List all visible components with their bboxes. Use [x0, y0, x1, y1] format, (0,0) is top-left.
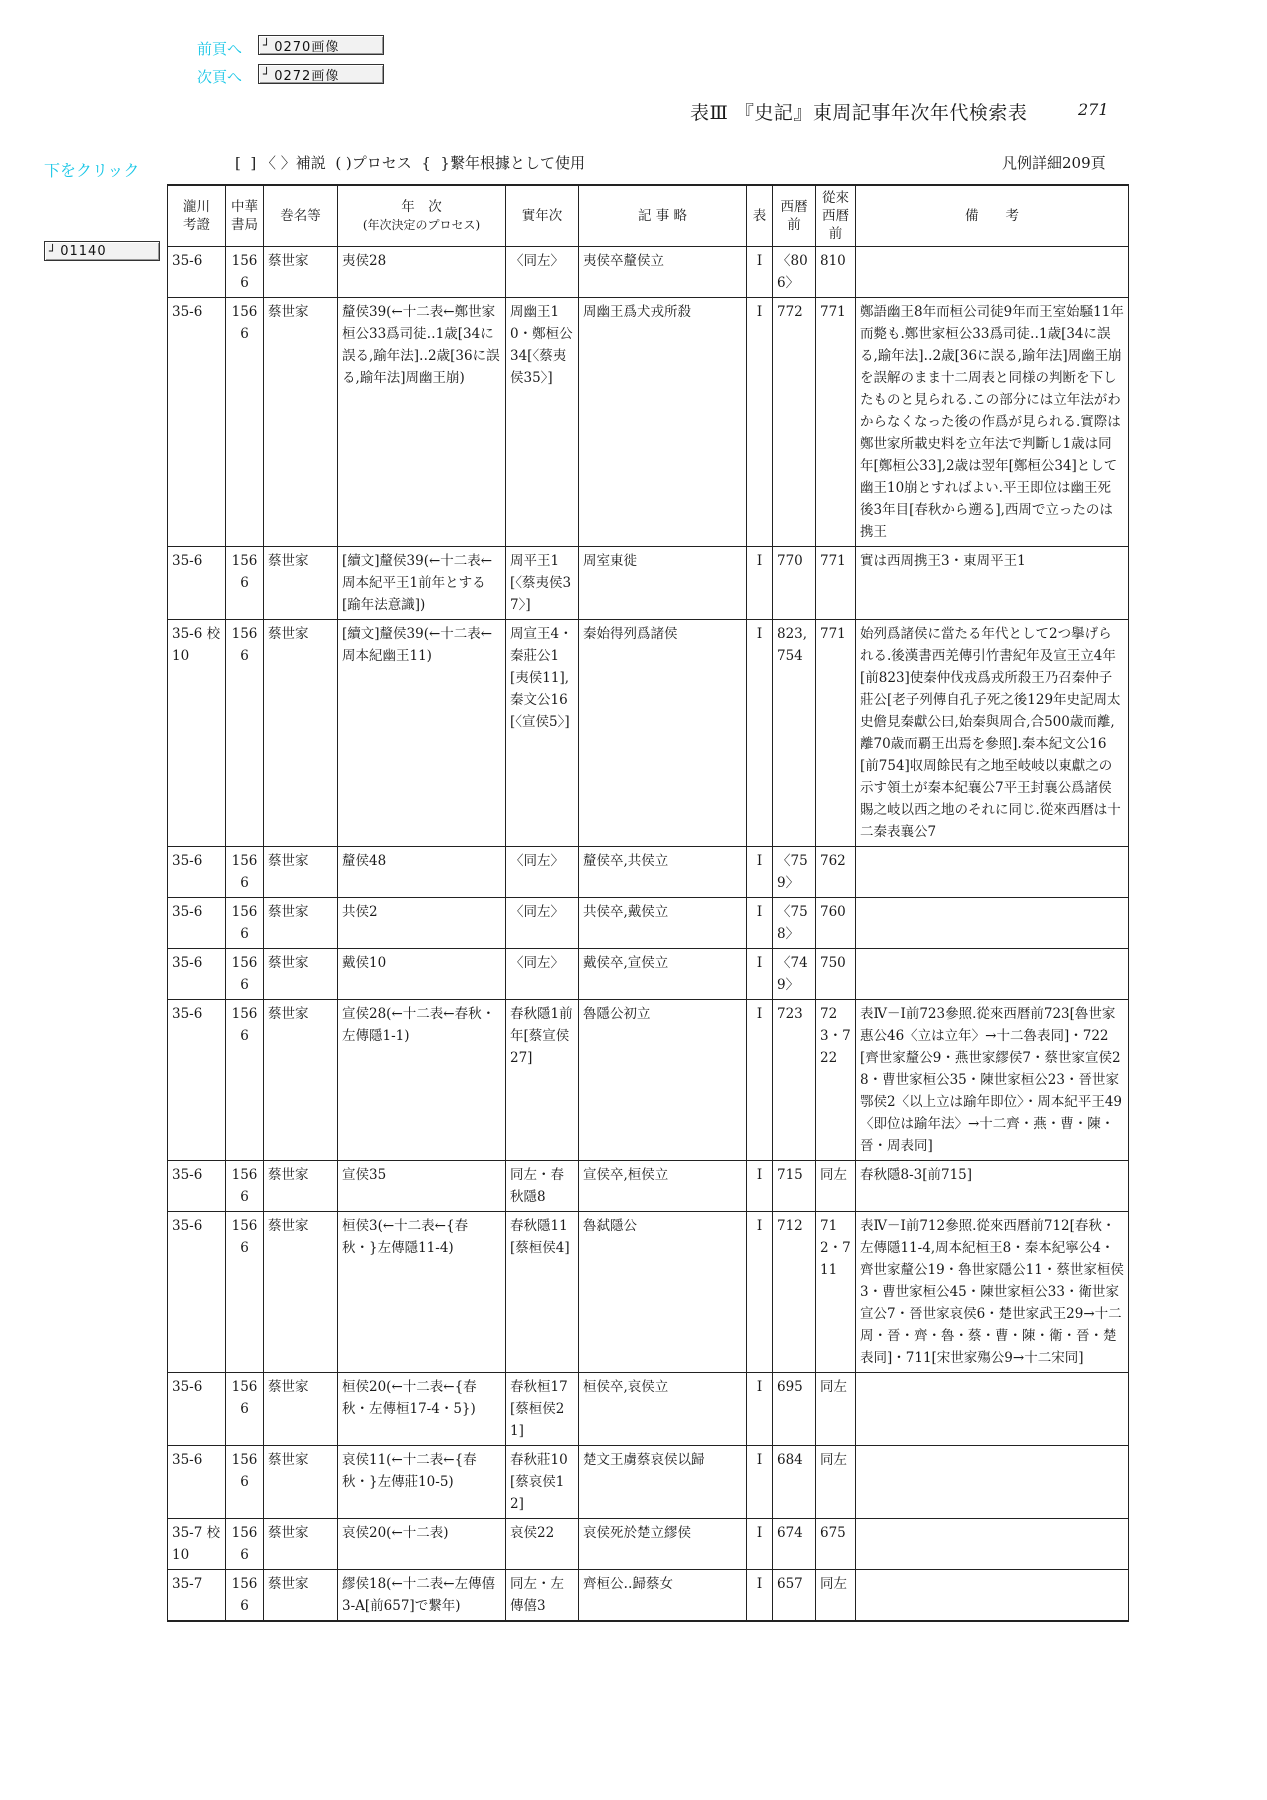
table-cell: 釐侯48 — [338, 847, 506, 898]
table-row — [168, 1000, 1129, 1161]
next-page-button-label: 0272画像 — [274, 68, 340, 84]
table-cell: Ⅰ — [747, 847, 773, 898]
table-cell: 表Ⅳ－Ⅰ前712參照.從來西暦前712[春秋・左傳隱11-4,周本紀桓王8・秦本紀寧公4・齊世家釐公19・魯世家隱公11・蔡世家桓侯3・曹世家桓公45・陳世家桓公33・衛世家宣公7・晉世家哀侯6・楚世家武王29→十二周・晉・齊・魯・蔡・曹・陳・衛・晉・楚表同]・711[宋世家殤公9→十二宋同] — [856, 1212, 1129, 1373]
table-cell: 秦始得列爲諸侯 — [579, 620, 747, 847]
table-cell: 魯隱公初立 — [579, 1000, 747, 1161]
table-cell: 712 — [773, 1212, 816, 1373]
table-cell: 1566 — [226, 247, 264, 298]
table-cell — [856, 898, 1129, 949]
table-cell: 1566 — [226, 1446, 264, 1519]
table-row — [168, 1446, 1129, 1519]
prev-page-button-label: 0270画像 — [274, 39, 340, 55]
table-cell: 771 — [816, 298, 856, 547]
table-cell: 同左・左傳僖3 — [506, 1570, 579, 1622]
table-cell: 〈806〉 — [773, 247, 816, 298]
table-cell: 周幽王10・鄭桓公34[〈蔡夷侯35〉] — [506, 298, 579, 547]
table-row — [168, 1570, 1129, 1622]
column-header-line: 表 — [752, 208, 767, 224]
table-cell: 哀侯20(←十二表) — [338, 1519, 506, 1570]
table-row — [168, 949, 1129, 1000]
table-cell: 蔡世家 — [264, 1570, 338, 1622]
table-cell: 1566 — [226, 1373, 264, 1446]
table-cell: 35-6 — [168, 1161, 226, 1212]
column-header-line: 書局 — [231, 217, 258, 233]
table-cell: 760 — [816, 898, 856, 949]
table-cell: Ⅰ — [747, 1570, 773, 1622]
table-cell: 657 — [773, 1570, 816, 1622]
column-header-line: 西暦前 — [822, 208, 849, 242]
column-header — [816, 185, 856, 247]
table-cell: 蔡世家 — [264, 247, 338, 298]
table-cell: [續文]釐侯39(←十二表←周本紀平王1前年とする[踰年法意識]) — [338, 547, 506, 620]
column-header — [226, 185, 264, 247]
column-header-line: 中華 — [231, 199, 258, 215]
table-cell: 宣侯28(←十二表←春秋・左傳隱1-1) — [338, 1000, 506, 1161]
table-cell: 750 — [816, 949, 856, 1000]
row-image-button[interactable] — [44, 241, 160, 261]
table-cell: 1566 — [226, 298, 264, 547]
column-header-line: 從來 — [822, 190, 849, 206]
table-cell: 哀侯22 — [506, 1519, 579, 1570]
column-header-line: 記 事 略 — [637, 208, 688, 224]
chronology-table — [167, 184, 1129, 1622]
table-cell: 〈同左〉 — [506, 949, 579, 1000]
table-cell: [續文]釐侯39(←十二表←周本紀幽王11) — [338, 620, 506, 847]
column-header — [773, 185, 816, 247]
table-header-row — [168, 185, 1129, 247]
table-cell: 同左 — [816, 1161, 856, 1212]
table-cell: 723 — [773, 1000, 816, 1161]
table-cell: 春秋桓17[蔡桓侯21] — [506, 1373, 579, 1446]
table-cell: 1566 — [226, 1519, 264, 1570]
table-cell: Ⅰ — [747, 1519, 773, 1570]
table-cell: 春秋隱1前年[蔡宣侯27] — [506, 1000, 579, 1161]
table-cell: 1566 — [226, 620, 264, 847]
table-row — [168, 620, 1129, 847]
table-cell — [856, 1373, 1129, 1446]
table-cell: 810 — [816, 247, 856, 298]
table-cell: 1566 — [226, 1161, 264, 1212]
table-cell: Ⅰ — [747, 1212, 773, 1373]
table-cell: 蔡世家 — [264, 1519, 338, 1570]
table-cell: 夷侯卒釐侯立 — [579, 247, 747, 298]
table-cell: 哀侯11(←十二表←{春秋・}左傳莊10-5) — [338, 1446, 506, 1519]
next-page-button[interactable] — [258, 64, 384, 84]
table-cell: 桓侯3(←十二表←{春秋・}左傳隱11-4) — [338, 1212, 506, 1373]
table-cell: 723・722 — [816, 1000, 856, 1161]
table-cell: 宣侯卒,桓侯立 — [579, 1161, 747, 1212]
table-cell: 1566 — [226, 847, 264, 898]
table-cell: 蔡世家 — [264, 620, 338, 847]
table-cell: 共侯卒,戴侯立 — [579, 898, 747, 949]
table-row — [168, 247, 1129, 298]
table-cell: 同左 — [816, 1446, 856, 1519]
column-header-line: 年 次 — [401, 199, 442, 215]
table-cell: 周幽王爲犬戎所殺 — [579, 298, 747, 547]
table-cell: 〈同左〉 — [506, 247, 579, 298]
table-cell: 同左 — [816, 1570, 856, 1622]
table-cell: 宣侯35 — [338, 1161, 506, 1212]
column-header — [264, 185, 338, 247]
table-cell: 675 — [816, 1519, 856, 1570]
table-cell: 始列爲諸侯に當たる年代として2つ擧げられる.後漢書西羌傳引竹書紀年及宣王立4年[前823]使秦仲伐戎爲戎所殺王乃召秦仲子莊公[老子列傳自孔子死之後129年史記周太史儋見秦獻公曰,始秦與周合,合500歳而離,離70歳而覇王出焉を參照].秦本紀文公16[前754]収周餘民有之地至岐岐以東獻之の示す領土が秦本紀襄公7平王封襄公爲諸侯賜之岐以西之地のそれに同じ.從來西暦は十二秦表襄公7 — [856, 620, 1129, 847]
table-cell: 1566 — [226, 1212, 264, 1373]
table-cell: 712・711 — [816, 1212, 856, 1373]
table-cell — [856, 847, 1129, 898]
legend-text: [ ] 〈 〉補説 ( )プロセス { }繋年根據として使用 — [235, 154, 585, 172]
table-cell — [856, 1446, 1129, 1519]
table-cell: 1566 — [226, 898, 264, 949]
table-cell: Ⅰ — [747, 547, 773, 620]
column-header — [506, 185, 579, 247]
table-cell: 35-6 — [168, 298, 226, 547]
column-header-line: 巻名等 — [280, 208, 321, 224]
table-cell: 周室東徙 — [579, 547, 747, 620]
table-cell: 823, 754 — [773, 620, 816, 847]
table-cell: 蔡世家 — [264, 1000, 338, 1161]
table-cell: 楚文王虜蔡哀侯以歸 — [579, 1446, 747, 1519]
page-icon: ┘ — [49, 244, 58, 258]
table-cell: Ⅰ — [747, 898, 773, 949]
column-header-line: 西暦 — [780, 199, 808, 215]
table-cell: 35-6 — [168, 1000, 226, 1161]
column-header — [168, 185, 226, 247]
table-cell: 1566 — [226, 1570, 264, 1622]
table-cell: Ⅰ — [747, 298, 773, 547]
table-cell: 1566 — [226, 547, 264, 620]
table-cell: 周平王1[〈蔡夷侯37〉] — [506, 547, 579, 620]
table-cell: 蔡世家 — [264, 898, 338, 949]
table-row — [168, 1373, 1129, 1446]
page-icon: ┘ — [263, 38, 272, 52]
table-cell: 〈759〉 — [773, 847, 816, 898]
column-header-line: 考證 — [183, 217, 210, 233]
table-cell: Ⅰ — [747, 1161, 773, 1212]
legend-reference: 凡例詳細209頁 — [1002, 154, 1106, 172]
table-row — [168, 298, 1129, 547]
table-cell: 繆侯18(←十二表←左傳僖3-A[前657]で繋年) — [338, 1570, 506, 1622]
page-number: 271 — [1078, 100, 1109, 119]
table-cell: 齊桓公‥歸蔡女 — [579, 1570, 747, 1622]
table-cell: Ⅰ — [747, 247, 773, 298]
table-cell: 釐侯卒,共侯立 — [579, 847, 747, 898]
table-cell: 1566 — [226, 1000, 264, 1161]
table-cell: 772 — [773, 298, 816, 547]
column-header — [747, 185, 773, 247]
table-cell: 674 — [773, 1519, 816, 1570]
page-icon: ┘ — [263, 67, 272, 81]
table-cell: Ⅰ — [747, 1373, 773, 1446]
table-cell: 共侯2 — [338, 898, 506, 949]
table-cell: 表Ⅳ－Ⅰ前723參照.從來西暦前723[魯世家惠公46〈立は立年〉→十二魯表同]・722[齊世家釐公9・燕世家繆侯7・蔡世家宣侯28・曹世家桓公35・陳世家桓公23・晉世家鄂侯2〈以上立は踰年即位〉・周本紀平王49〈即位は踰年法〉→十二齊・燕・曹・陳・晉・周表同] — [856, 1000, 1129, 1161]
table-cell: 桓侯卒,哀侯立 — [579, 1373, 747, 1446]
table-row — [168, 847, 1129, 898]
table-cell: 771 — [816, 547, 856, 620]
table-cell: 蔡世家 — [264, 1161, 338, 1212]
row-image-button-label: 01140 — [60, 243, 107, 259]
table-cell: 戴侯10 — [338, 949, 506, 1000]
table-cell: 〈749〉 — [773, 949, 816, 1000]
table-cell — [856, 1570, 1129, 1622]
column-header-line: 前 — [787, 217, 801, 233]
table-row — [168, 1161, 1129, 1212]
table-cell: 770 — [773, 547, 816, 620]
table-cell — [856, 949, 1129, 1000]
table-cell: 春秋隱11[蔡桓侯4] — [506, 1212, 579, 1373]
table-cell: 魯弑隱公 — [579, 1212, 747, 1373]
column-header-line: 實年次 — [521, 208, 563, 224]
column-header — [579, 185, 747, 247]
table-cell: 同左・春秋隱8 — [506, 1161, 579, 1212]
column-header-line: 備 考 — [965, 208, 1019, 224]
column-header-line: 瀧川 — [183, 199, 210, 215]
table-cell: 35-6 — [168, 847, 226, 898]
table-cell: 1566 — [226, 949, 264, 1000]
table-cell: 春秋莊10[蔡哀侯12] — [506, 1446, 579, 1519]
table-cell: 蔡世家 — [264, 949, 338, 1000]
table-cell: 蔡世家 — [264, 1212, 338, 1373]
table-cell: 35-6 — [168, 247, 226, 298]
table-cell: 762 — [816, 847, 856, 898]
table-cell: Ⅰ — [747, 1000, 773, 1161]
table-row — [168, 898, 1129, 949]
table-body — [168, 247, 1129, 1622]
table-cell: 〈758〉 — [773, 898, 816, 949]
table-row — [168, 1212, 1129, 1373]
table-row — [168, 547, 1129, 620]
table-cell: 〈同左〉 — [506, 847, 579, 898]
table-cell: 蔡世家 — [264, 1446, 338, 1519]
table-cell: 35-6 校10 — [168, 620, 226, 847]
table-cell: 771 — [816, 620, 856, 847]
table-cell: 35-6 — [168, 1212, 226, 1373]
table-cell: 695 — [773, 1373, 816, 1446]
table-cell: 35-6 — [168, 898, 226, 949]
prev-page-button[interactable] — [258, 35, 384, 55]
table-cell: 684 — [773, 1446, 816, 1519]
table-cell: 同左 — [816, 1373, 856, 1446]
click-hint: 下をクリック — [44, 161, 140, 180]
table-cell: Ⅰ — [747, 949, 773, 1000]
table-cell: 實は西周携王3・東周平王1 — [856, 547, 1129, 620]
table-cell — [856, 1519, 1129, 1570]
table-cell: 35-6 — [168, 949, 226, 1000]
table-cell: 蔡世家 — [264, 1373, 338, 1446]
table-cell: 周宣王4・秦莊公1[夷侯11],秦文公16[〈宣侯5〉] — [506, 620, 579, 847]
table-cell: 35-7 — [168, 1570, 226, 1622]
table-cell: 35-7 校10 — [168, 1519, 226, 1570]
table-cell: 蔡世家 — [264, 298, 338, 547]
table-cell: 夷侯28 — [338, 247, 506, 298]
prev-page-link[interactable]: 前頁へ — [197, 40, 243, 58]
column-header-line: (年次決定のプロセス) — [362, 218, 481, 232]
table-cell: 戴侯卒,宣侯立 — [579, 949, 747, 1000]
page-title: 表Ⅲ 『史記』東周記事年次年代検索表 — [690, 102, 1028, 124]
table-row — [168, 1519, 1129, 1570]
table-cell: 35-6 — [168, 547, 226, 620]
table-cell: 35-6 — [168, 1373, 226, 1446]
table-cell: Ⅰ — [747, 620, 773, 847]
table-cell: 鄭語幽王8年而桓公司徒9年而王室始騒11年而斃も.鄭世家桓公33爲司徒‥1歳[34に誤る,踰年法]‥2歳[36に誤る,踰年法]周幽王崩を誤解のまま十二周表と同様の判断を下したものと見られる.この部分には立年法がわからなくなった後の作爲が見られる.實際は鄭世家所載史料を立年法で判斷し1歳は同年[鄭桓公33],2歳は翌年[鄭桓公34]として幽王10崩とすればよい.平王即位は幽王死後3年目[春秋から遡る],西周で立ったのは携王 — [856, 298, 1129, 547]
table-cell: 蔡世家 — [264, 547, 338, 620]
table-cell: 〈同左〉 — [506, 898, 579, 949]
table-cell: 35-6 — [168, 1446, 226, 1519]
table-cell: 715 — [773, 1161, 816, 1212]
table-cell: 桓侯20(←十二表←{春秋・左傳桓17-4・5}) — [338, 1373, 506, 1446]
table-cell: 蔡世家 — [264, 847, 338, 898]
column-header — [856, 185, 1129, 247]
column-header — [338, 185, 506, 247]
table-cell: 釐侯39(←十二表←鄭世家桓公33爲司徒‥1歳[34に誤る,踰年法]‥2歳[36に誤る,踰年法]周幽王崩) — [338, 298, 506, 547]
table-cell: 哀侯死於楚立繆侯 — [579, 1519, 747, 1570]
table-cell: 春秋隱8-3[前715] — [856, 1161, 1129, 1212]
table-cell — [856, 247, 1129, 298]
next-page-link[interactable]: 次頁へ — [197, 68, 243, 86]
table-cell: Ⅰ — [747, 1446, 773, 1519]
